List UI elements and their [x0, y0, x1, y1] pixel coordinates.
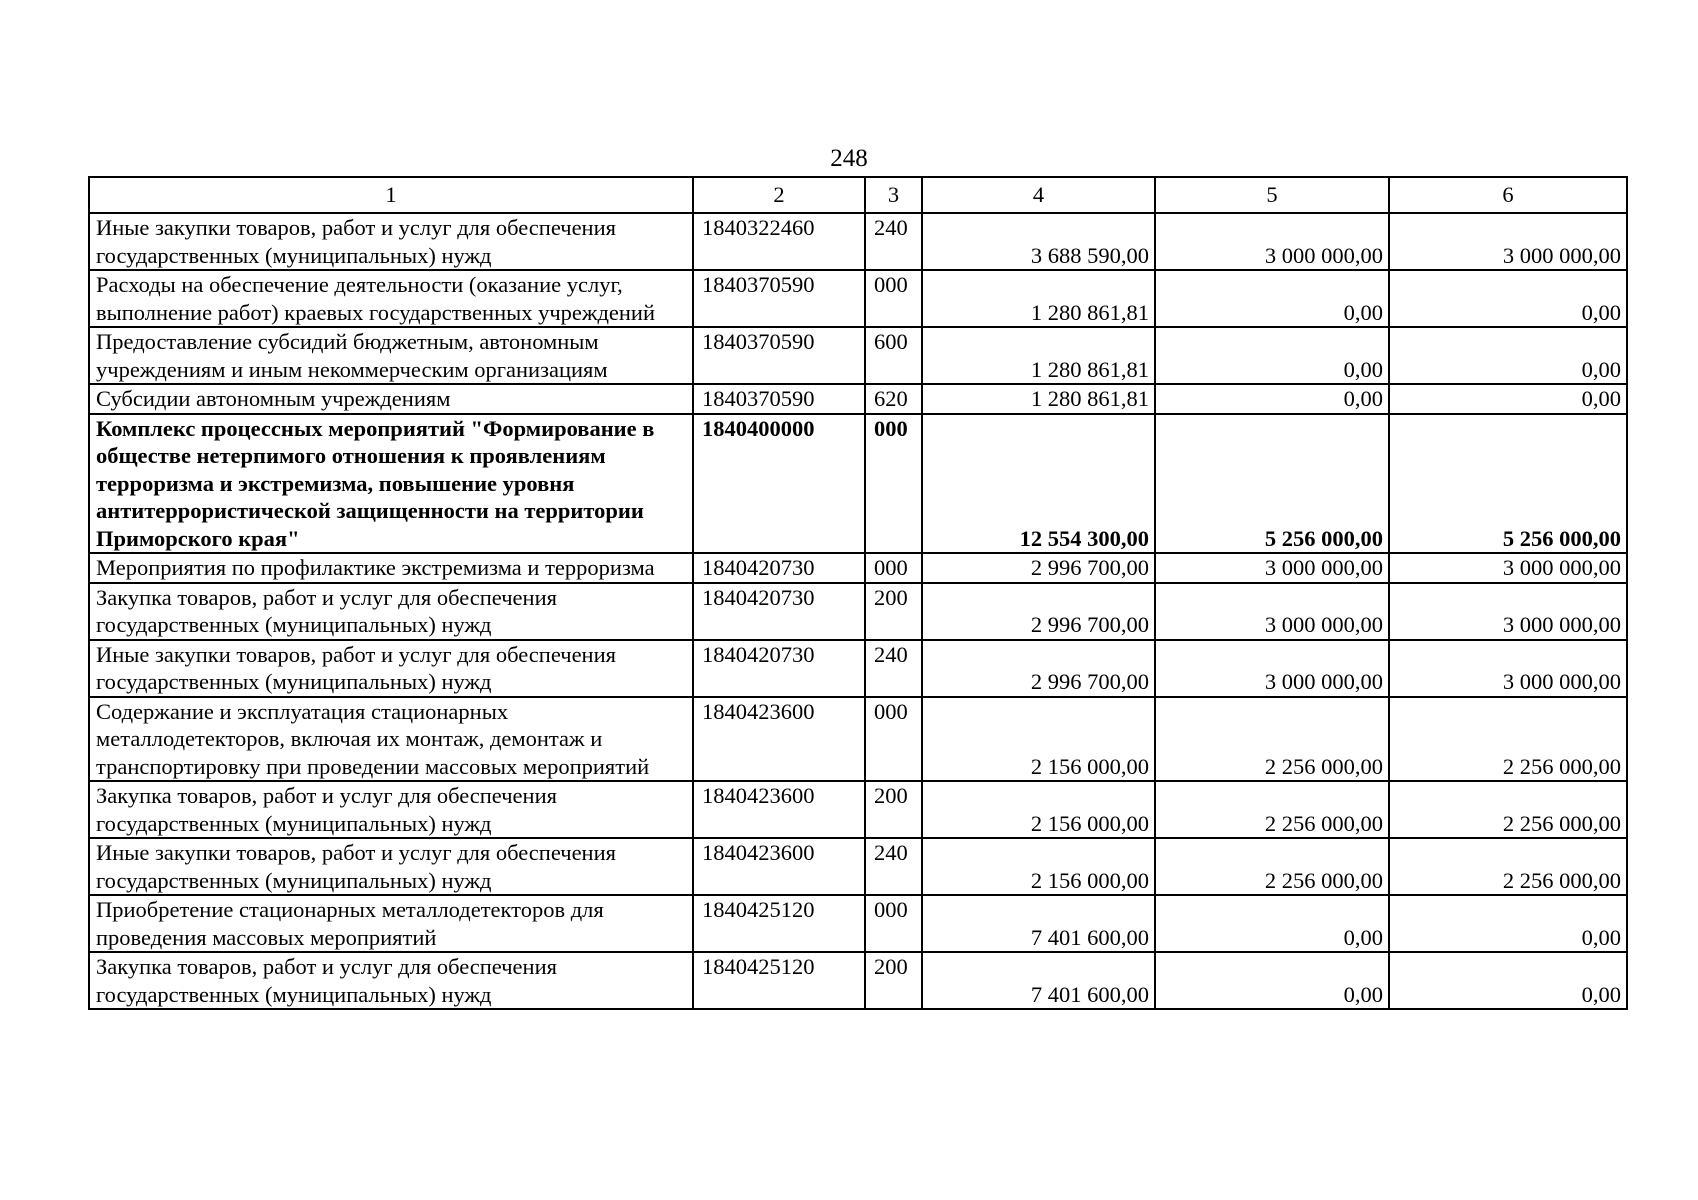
amount-year-1-cell: 1 280 861,81 — [922, 270, 1155, 327]
amount-year-1-cell: 2 156 000,00 — [922, 697, 1155, 782]
expense-type-cell: 000 — [865, 270, 922, 327]
expense-type-cell: 240 — [865, 838, 922, 895]
target-code-cell: 1840370590 — [693, 384, 865, 414]
header-cell-3: 3 — [865, 177, 922, 213]
target-code-cell: 1840423600 — [693, 697, 865, 782]
amount-year-1-cell: 2 156 000,00 — [922, 838, 1155, 895]
table-row — [89, 213, 1627, 270]
amount-year-1-cell: 2 996 700,00 — [922, 640, 1155, 697]
amount-year-2-cell: 2 256 000,00 — [1155, 697, 1389, 782]
expense-type-cell: 200 — [865, 781, 922, 838]
name-cell: Мероприятия по профилактике экстремизма и терроризма — [89, 553, 693, 583]
target-code-cell: 1840425120 — [693, 895, 865, 952]
name-cell: Содержание и эксплуатация стационарных металлодетекторов, включая их монтаж, демонтаж и транспортировку при проведении массовых мероприятий — [89, 697, 693, 782]
amount-year-1-cell: 7 401 600,00 — [922, 952, 1155, 1009]
amount-year-3-cell: 5 256 000,00 — [1389, 414, 1627, 554]
amount-year-3-cell: 2 256 000,00 — [1389, 838, 1627, 895]
amount-year-2-cell: 3 000 000,00 — [1155, 583, 1389, 640]
page-number: 248 — [830, 145, 868, 172]
name-cell: Предоставление субсидий бюджетным, автономным учреждениям и иным некоммерческим организациям — [89, 327, 693, 384]
amount-year-1-cell: 7 401 600,00 — [922, 895, 1155, 952]
expense-type-cell: 200 — [865, 583, 922, 640]
expense-type-cell: 000 — [865, 895, 922, 952]
budget-table — [88, 176, 1628, 1010]
table-row — [89, 640, 1627, 697]
name-cell: Закупка товаров, работ и услуг для обеспечения государственных (муниципальных) нужд — [89, 781, 693, 838]
name-cell: Закупка товаров, работ и услуг для обеспечения государственных (муниципальных) нужд — [89, 583, 693, 640]
amount-year-1-cell: 2 996 700,00 — [922, 583, 1155, 640]
expense-type-cell: 240 — [865, 213, 922, 270]
amount-year-3-cell: 3 000 000,00 — [1389, 213, 1627, 270]
amount-year-2-cell: 3 000 000,00 — [1155, 213, 1389, 270]
name-cell: Иные закупки товаров, работ и услуг для обеспечения государственных (муниципальных) нужд — [89, 213, 693, 270]
amount-year-2-cell: 5 256 000,00 — [1155, 414, 1389, 554]
amount-year-2-cell: 0,00 — [1155, 895, 1389, 952]
amount-year-2-cell: 0,00 — [1155, 952, 1389, 1009]
name-cell: Иные закупки товаров, работ и услуг для обеспечения государственных (муниципальных) нужд — [89, 640, 693, 697]
name-cell: Закупка товаров, работ и услуг для обеспечения государственных (муниципальных) нужд — [89, 952, 693, 1009]
header-cell-2: 2 — [693, 177, 865, 213]
table-row — [89, 327, 1627, 384]
amount-year-3-cell: 3 000 000,00 — [1389, 640, 1627, 697]
amount-year-2-cell: 3 000 000,00 — [1155, 640, 1389, 697]
amount-year-3-cell: 2 256 000,00 — [1389, 697, 1627, 782]
header-cell-4: 4 — [922, 177, 1155, 213]
table-row — [89, 781, 1627, 838]
table-row — [89, 270, 1627, 327]
header-cell-5: 5 — [1155, 177, 1389, 213]
expense-type-cell: 000 — [865, 697, 922, 782]
target-code-cell: 1840400000 — [693, 414, 865, 554]
target-code-cell: 1840370590 — [693, 270, 865, 327]
amount-year-3-cell: 3 000 000,00 — [1389, 583, 1627, 640]
expense-type-cell: 620 — [865, 384, 922, 414]
expense-type-cell: 240 — [865, 640, 922, 697]
amount-year-1-cell: 1 280 861,81 — [922, 327, 1155, 384]
table-row — [89, 414, 1627, 554]
expense-type-cell: 000 — [865, 414, 922, 554]
header-cell-6: 6 — [1389, 177, 1627, 213]
amount-year-2-cell: 0,00 — [1155, 270, 1389, 327]
amount-year-3-cell: 3 000 000,00 — [1389, 553, 1627, 583]
name-cell: Комплекс процессных мероприятий "Формирование в обществе нетерпимого отношения к проявлениям терроризма и экстремизма, повышение уровня антитеррористической защищенности на территории Приморского края" — [89, 414, 693, 554]
amount-year-3-cell: 0,00 — [1389, 952, 1627, 1009]
amount-year-3-cell: 0,00 — [1389, 327, 1627, 384]
table-row — [89, 583, 1627, 640]
header-row — [89, 177, 1627, 213]
amount-year-1-cell: 12 554 300,00 — [922, 414, 1155, 554]
amount-year-1-cell: 2 156 000,00 — [922, 781, 1155, 838]
table-row — [89, 553, 1627, 583]
expense-type-cell: 600 — [865, 327, 922, 384]
amount-year-1-cell: 2 996 700,00 — [922, 553, 1155, 583]
name-cell: Иные закупки товаров, работ и услуг для обеспечения государственных (муниципальных) нужд — [89, 838, 693, 895]
target-code-cell: 1840370590 — [693, 327, 865, 384]
target-code-cell: 1840420730 — [693, 640, 865, 697]
name-cell: Расходы на обеспечение деятельности (оказание услуг, выполнение работ) краевых государственных учреждений — [89, 270, 693, 327]
amount-year-3-cell: 0,00 — [1389, 895, 1627, 952]
target-code-cell: 1840425120 — [693, 952, 865, 1009]
target-code-cell: 1840322460 — [693, 213, 865, 270]
amount-year-2-cell: 0,00 — [1155, 384, 1389, 414]
amount-year-1-cell: 1 280 861,81 — [922, 384, 1155, 414]
target-code-cell: 1840423600 — [693, 838, 865, 895]
name-cell: Субсидии автономным учреждениям — [89, 384, 693, 414]
amount-year-3-cell: 0,00 — [1389, 270, 1627, 327]
table-row — [89, 895, 1627, 952]
amount-year-2-cell: 2 256 000,00 — [1155, 781, 1389, 838]
expense-type-cell: 000 — [865, 553, 922, 583]
target-code-cell: 1840420730 — [693, 583, 865, 640]
amount-year-2-cell: 0,00 — [1155, 327, 1389, 384]
table-row — [89, 697, 1627, 782]
expense-type-cell: 200 — [865, 952, 922, 1009]
table-row — [89, 384, 1627, 414]
amount-year-2-cell: 2 256 000,00 — [1155, 838, 1389, 895]
table-row — [89, 838, 1627, 895]
amount-year-3-cell: 2 256 000,00 — [1389, 781, 1627, 838]
name-cell: Приобретение стационарных металлодетекторов для проведения массовых мероприятий — [89, 895, 693, 952]
amount-year-2-cell: 3 000 000,00 — [1155, 553, 1389, 583]
amount-year-1-cell: 3 688 590,00 — [922, 213, 1155, 270]
amount-year-3-cell: 0,00 — [1389, 384, 1627, 414]
target-code-cell: 1840423600 — [693, 781, 865, 838]
header-cell-1: 1 — [89, 177, 693, 213]
target-code-cell: 1840420730 — [693, 553, 865, 583]
table-row — [89, 952, 1627, 1009]
